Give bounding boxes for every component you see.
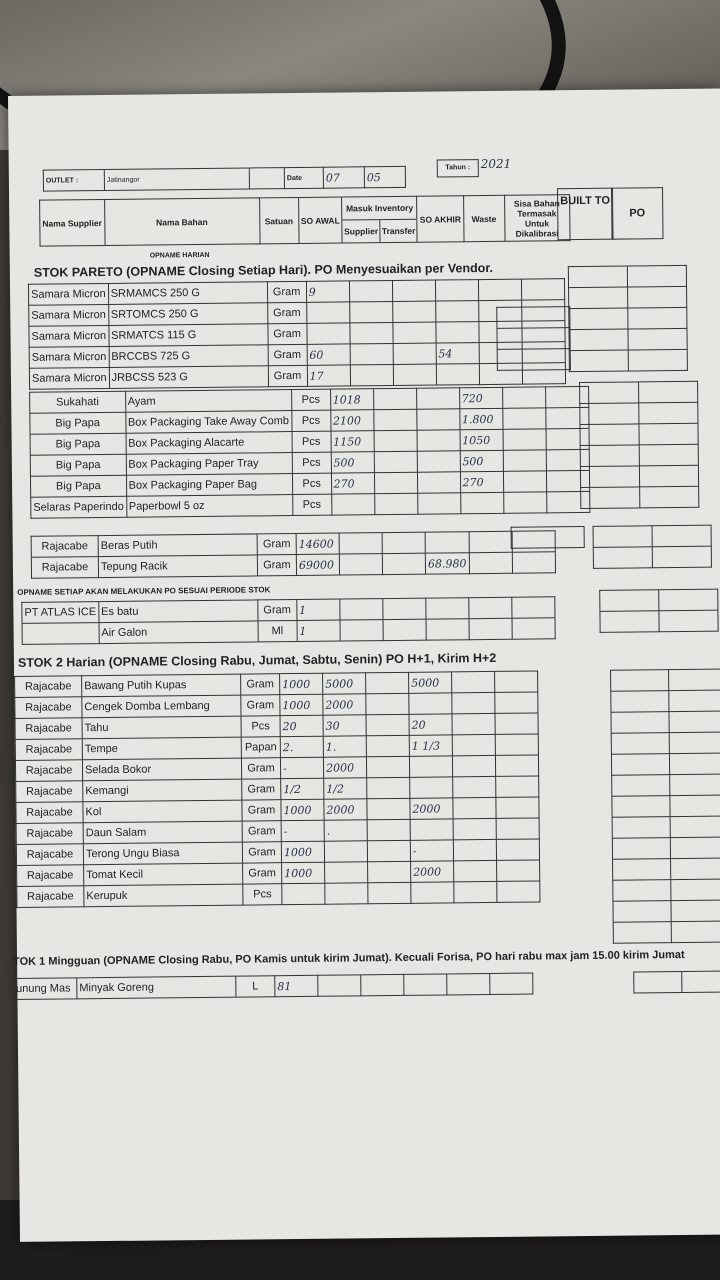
so-awal-cell[interactable]: - [281, 820, 324, 841]
supplier-cell: PT ATLAS ICE [22, 602, 99, 624]
sisa-bahan-cell[interactable] [512, 618, 555, 639]
sisa-bahan-cell[interactable] [490, 973, 533, 994]
masuk-transfer-cell[interactable] [417, 493, 460, 514]
masuk-transfer-cell[interactable] [366, 756, 409, 777]
unit-cell: Pcs [292, 473, 331, 494]
waste-cell[interactable] [447, 974, 490, 995]
so-awal-cell[interactable]: 20 [280, 715, 323, 736]
so-akhir-cell[interactable]: 720 [459, 387, 502, 408]
col-waste: Waste [463, 195, 504, 241]
so-awal-cell[interactable]: 2100 [330, 410, 373, 431]
col-po: PO [611, 187, 664, 240]
so-awal-cell[interactable]: 1150 [331, 431, 374, 452]
item-name-cell: Beras Putih [98, 534, 257, 557]
so-akhir-cell[interactable]: 68.980 [425, 553, 469, 574]
masuk-transfer-cell[interactable] [366, 735, 409, 756]
masuk-transfer-cell[interactable] [392, 301, 435, 322]
sisa-bahan-cell[interactable] [521, 279, 564, 300]
masuk-transfer-cell[interactable] [366, 714, 409, 735]
item-name-cell: Box Packaging Alacarte [126, 432, 292, 455]
waste-cell[interactable] [452, 671, 495, 692]
masuk-supplier-cell[interactable] [340, 620, 383, 641]
item-name-cell: Ayam [125, 390, 291, 413]
masuk-supplier-cell[interactable] [373, 409, 416, 430]
unit-cell: Gram [268, 365, 307, 386]
supplier-cell: Selaras Paperindo [31, 496, 127, 518]
so-akhir-cell[interactable] [410, 819, 453, 840]
supplier-cell: Big Papa [30, 412, 126, 434]
table-row [31, 491, 590, 518]
item-name-cell: Tahu [82, 716, 241, 739]
table-row [10, 973, 533, 999]
so-awal-cell[interactable]: 1 [297, 620, 340, 641]
waste-cell[interactable] [503, 429, 546, 450]
so-akhir-cell[interactable] [404, 974, 447, 995]
unit-cell: Pcs [291, 389, 330, 410]
so-awal-cell[interactable] [306, 323, 349, 344]
so-akhir-cell[interactable]: 5000 [409, 672, 452, 693]
masuk-transfer-cell[interactable] [393, 343, 436, 364]
tahun-label: Tahun : [437, 159, 479, 177]
so-awal-cell[interactable]: 1000 [280, 673, 323, 694]
masuk-transfer-cell[interactable] [393, 364, 436, 385]
masuk-supplier-cell[interactable] [349, 280, 392, 301]
date-label: Date [284, 167, 323, 188]
so-awal-cell[interactable]: 1000 [281, 841, 324, 862]
waste-cell[interactable] [453, 797, 496, 818]
item-name-cell: Es batu [99, 600, 258, 623]
waste-cell[interactable] [469, 552, 512, 573]
sisa-bahan-cell[interactable] [512, 552, 555, 573]
masuk-transfer-cell[interactable] [367, 819, 410, 840]
item-name-cell: Bawang Putih Kupas [82, 674, 241, 697]
unit-cell: Gram [257, 555, 296, 576]
item-name-cell: SRTOMCS 250 G [108, 303, 267, 326]
sisa-bahan-cell[interactable] [495, 713, 538, 734]
waste-cell[interactable] [502, 387, 545, 408]
po-box-a [568, 265, 688, 372]
unit-cell: Ml [258, 621, 297, 642]
masuk-supplier-cell[interactable] [325, 862, 368, 883]
masuk-supplier-cell[interactable] [374, 451, 417, 472]
masuk-transfer-cell[interactable] [366, 693, 409, 714]
sisa-bahan-cell[interactable] [512, 597, 555, 618]
outlet-label: OUTLET : [43, 169, 104, 191]
item-name-cell: Air Galon [99, 621, 258, 644]
item-name-cell: Daun Salam [83, 821, 242, 844]
unit-cell: Pcs [291, 410, 330, 431]
so-awal-cell[interactable] [282, 883, 325, 904]
po-box-b [579, 381, 699, 509]
col-nama-supplier: Nama Supplier [40, 199, 105, 246]
so-awal-cell[interactable]: 14600 [296, 533, 339, 554]
sisa-bahan-cell[interactable] [496, 839, 539, 860]
supplier-cell: Rajacabe [15, 676, 82, 698]
item-name-cell: Box Packaging Paper Bag [126, 474, 292, 497]
opname-harian-label: OPNAME HARIAN [149, 251, 210, 260]
unit-cell: Gram [241, 674, 280, 695]
waste-cell[interactable] [452, 713, 495, 734]
so-awal-cell[interactable]: 1000 [280, 694, 323, 715]
column-header [39, 194, 570, 247]
masuk-transfer-cell[interactable] [367, 798, 410, 819]
item-name-cell: Tepung Racik [98, 555, 257, 578]
so-awal-cell[interactable]: 2. [280, 736, 323, 757]
supplier-cell: Big Papa [30, 475, 126, 497]
outlet-value[interactable]: Jatinangor [104, 168, 249, 191]
sisa-bahan-cell[interactable] [496, 797, 539, 818]
po-notice: OPNAME SETIAP AKAN MELAKUKAN PO SESUAI PERIODE STOK [17, 585, 271, 597]
so-akhir-cell[interactable] [409, 756, 452, 777]
so-awal-cell[interactable]: 81 [275, 975, 318, 996]
po-box-d [599, 589, 718, 633]
table-pareto-a [28, 278, 566, 390]
unit-cell: Gram [257, 534, 296, 555]
sisa-bahan-cell[interactable] [496, 818, 539, 839]
opname-sheet [8, 89, 720, 1242]
table-row [22, 618, 555, 645]
item-name-cell: Kerupuk [84, 884, 243, 907]
supplier-cell: Big Papa [30, 433, 126, 455]
so-akhir-cell[interactable]: 2000 [411, 861, 454, 882]
masuk-transfer-cell[interactable] [417, 472, 460, 493]
so-akhir-cell[interactable] [410, 777, 453, 798]
waste-cell[interactable] [469, 597, 512, 618]
masuk-transfer-cell[interactable] [416, 388, 459, 409]
masuk-supplier-cell[interactable] [374, 430, 417, 451]
so-akhir-cell[interactable] [435, 301, 478, 322]
item-name-cell: Minyak Goreng [77, 976, 236, 999]
unit-cell: Gram [258, 600, 297, 621]
sisa-bahan-cell[interactable] [495, 692, 538, 713]
unit-cell: Gram [242, 800, 281, 821]
so-akhir-cell[interactable] [436, 364, 479, 385]
unit-cell: Papan [241, 737, 280, 758]
supplier-cell: Rajacabe [15, 760, 82, 782]
item-name-cell: Tomat Kecil [84, 863, 243, 886]
so-awal-cell[interactable]: 69000 [296, 554, 339, 575]
masuk-transfer-cell[interactable] [382, 553, 425, 574]
so-akhir-cell[interactable]: 20 [409, 714, 452, 735]
supplier-cell: Samara Micron [29, 346, 109, 368]
unit-cell: Gram [243, 863, 282, 884]
waste-cell[interactable] [469, 531, 512, 552]
table-row [31, 552, 555, 578]
table-pareto-b [29, 386, 590, 519]
supplier-cell: Big Papa [30, 454, 126, 476]
col-satuan: Satuan [259, 197, 298, 243]
masuk-supplier-cell[interactable] [374, 472, 417, 493]
so-awal-cell[interactable]: 1000 [281, 799, 324, 820]
so-akhir-cell[interactable] [409, 693, 452, 714]
col-so-awal: SO AWAL [298, 197, 342, 243]
item-name-cell: SRMAMCS 250 G [108, 282, 267, 305]
masuk-supplier-cell[interactable] [350, 364, 393, 385]
waste-cell[interactable] [503, 471, 546, 492]
supplier-cell: Samara Micron [29, 304, 109, 326]
po-box-e [610, 669, 720, 944]
masuk-transfer-cell[interactable] [366, 672, 409, 693]
item-name-cell: Cengek Domba Lembang [82, 695, 241, 718]
table-row [29, 363, 565, 390]
so-awal-cell[interactable] [331, 494, 374, 515]
masuk-supplier-cell[interactable] [349, 322, 392, 343]
masuk-supplier-cell[interactable]: 2000 [323, 694, 366, 715]
supplier-cell: Rajacabe [17, 865, 84, 887]
masuk-transfer-cell[interactable] [383, 619, 426, 640]
date-day[interactable]: 07 [323, 167, 364, 188]
section-mingguan: TOK 1 Mingguan (OPNAME Closing Rabu, PO Kamis untuk kirim Jumat). Kecuali Forisa, PO hari rabu max jam 15.00 kirim Jumat [13, 948, 685, 968]
masuk-transfer-cell[interactable] [416, 409, 459, 430]
supplier-cell: Rajacabe [16, 802, 83, 824]
section-pareto: STOK PARETO (OPNAME Closing Setiap Hari). PO Menyesuaikan per Vendor. [33, 260, 494, 280]
masuk-supplier-cell[interactable] [349, 301, 392, 322]
so-akhir-cell[interactable]: 2000 [410, 798, 453, 819]
item-name-cell: Terong Ungu Biasa [83, 842, 242, 865]
tahun-value[interactable]: 2021 [480, 156, 512, 172]
waste-cell[interactable] [453, 776, 496, 797]
item-name-cell: Selada Bokor [82, 758, 241, 781]
section-dua-harian: STOK 2 Harian (OPNAME Closing Rabu, Jumat, Sabtu, Senin) PO H+1, Kirim H+2 [17, 650, 497, 670]
so-akhir-cell[interactable] [435, 280, 478, 301]
masuk-transfer-cell[interactable] [367, 777, 410, 798]
masuk-transfer-cell[interactable] [368, 882, 411, 903]
col-sisa-bahan: Sisa Bahan Termasak Untuk Dikalibrasi [504, 195, 569, 242]
so-akhir-cell[interactable] [425, 532, 469, 553]
so-awal-cell[interactable]: 1000 [282, 862, 325, 883]
so-akhir-cell[interactable]: 1.800 [459, 408, 502, 429]
supplier-cell: Rajacabe [31, 557, 98, 579]
sisa-bahan-cell[interactable] [497, 881, 540, 902]
supplier-cell: unung Mas [10, 978, 77, 1000]
so-akhir-cell[interactable]: - [410, 840, 453, 861]
date-month[interactable]: 05 [364, 166, 405, 187]
masuk-supplier-cell[interactable]: 1/2 [324, 778, 367, 799]
built-box-a [496, 306, 571, 371]
unit-cell: Gram [241, 695, 280, 716]
col-nama-bahan: Nama Bahan [104, 198, 259, 246]
col-transfer: Transfer [381, 225, 416, 237]
masuk-transfer-cell[interactable] [417, 451, 460, 472]
masuk-transfer-cell[interactable] [417, 430, 460, 451]
unit-cell: Gram [267, 302, 306, 323]
so-akhir-cell[interactable] [460, 492, 503, 513]
unit-cell: Gram [267, 323, 306, 344]
so-awal-cell[interactable]: 270 [331, 473, 374, 494]
so-awal-cell[interactable]: 1018 [330, 389, 373, 410]
supplier-cell: Rajacabe [16, 823, 83, 845]
table-ice [21, 596, 555, 645]
masuk-transfer-cell[interactable] [367, 840, 410, 861]
masuk-supplier-cell[interactable]: 30 [323, 715, 366, 736]
unit-cell: Pcs [292, 452, 331, 473]
unit-cell: Gram [267, 281, 306, 302]
supplier-cell: Rajacabe [16, 781, 83, 803]
item-name-cell: Kemangi [83, 779, 242, 802]
supplier-cell: Rajacabe [15, 697, 82, 719]
waste-cell[interactable] [454, 860, 497, 881]
sisa-bahan-cell[interactable] [495, 671, 538, 692]
supplier-cell: Rajacabe [15, 718, 82, 740]
so-akhir-cell[interactable] [435, 322, 478, 343]
so-awal-cell[interactable]: 500 [331, 452, 374, 473]
unit-cell: L [236, 976, 275, 997]
masuk-supplier-cell[interactable] [340, 599, 383, 620]
so-awal-cell[interactable]: 1/2 [281, 778, 324, 799]
masuk-supplier-cell[interactable]: 5000 [323, 673, 366, 694]
masuk-supplier-cell[interactable] [374, 493, 417, 514]
built-box-c [511, 526, 585, 549]
waste-cell[interactable] [502, 408, 545, 429]
masuk-transfer-cell[interactable] [368, 861, 411, 882]
masuk-transfer-cell[interactable] [392, 322, 435, 343]
waste-cell[interactable] [452, 755, 495, 776]
masuk-supplier-cell[interactable]: 2000 [324, 799, 367, 820]
waste-cell[interactable] [478, 279, 521, 300]
unit-cell: Gram [242, 779, 281, 800]
so-akhir-cell[interactable]: 54 [436, 343, 479, 364]
item-name-cell: Kol [83, 800, 242, 823]
item-name-cell: BRCCBS 725 G [109, 345, 268, 368]
so-akhir-cell[interactable] [411, 882, 454, 903]
waste-cell[interactable] [453, 818, 496, 839]
unit-cell: Gram [242, 821, 281, 842]
masuk-transfer-cell[interactable] [361, 974, 404, 995]
item-name-cell: Tempe [82, 737, 241, 760]
unit-cell: Pcs [241, 716, 280, 737]
item-name-cell: SRMATCS 115 G [108, 324, 267, 347]
masuk-supplier-cell[interactable]: . [324, 820, 367, 841]
waste-cell[interactable] [503, 450, 546, 471]
supplier-cell: Rajacabe [17, 886, 84, 908]
item-name-cell: Box Packaging Take Away Comb [125, 411, 291, 434]
masuk-transfer-cell[interactable] [383, 598, 426, 619]
col-supplier: Supplier [343, 220, 381, 242]
waste-cell[interactable] [469, 618, 512, 639]
col-masuk-inventory: Masuk Inventory [343, 197, 417, 221]
so-akhir-cell[interactable]: 500 [460, 450, 503, 471]
table-mingguan [9, 973, 533, 1000]
waste-cell[interactable] [503, 492, 546, 513]
sisa-bahan-cell[interactable] [497, 860, 540, 881]
masuk-supplier-cell[interactable]: 1. [323, 736, 366, 757]
waste-cell[interactable] [452, 734, 495, 755]
unit-cell: Pcs [243, 884, 282, 905]
so-akhir-cell[interactable]: 1050 [460, 429, 503, 450]
masuk-supplier-cell[interactable] [339, 554, 382, 575]
so-akhir-cell[interactable]: 270 [460, 471, 503, 492]
sisa-bahan-cell[interactable] [496, 776, 539, 797]
supplier-cell: Samara Micron [29, 325, 109, 347]
so-akhir-cell[interactable]: 1 1/3 [409, 735, 452, 756]
unit-cell: Gram [241, 758, 280, 779]
masuk-supplier-cell[interactable] [324, 841, 367, 862]
waste-cell[interactable] [453, 839, 496, 860]
so-awal-cell[interactable]: 17 [307, 365, 350, 386]
masuk-supplier-cell[interactable]: 2000 [323, 757, 366, 778]
so-awal-cell[interactable]: - [280, 757, 323, 778]
masuk-supplier-cell[interactable] [318, 975, 361, 996]
table-pareto-c [31, 530, 556, 578]
so-awal-cell[interactable]: 60 [307, 344, 350, 365]
outlet-header [43, 166, 406, 192]
so-akhir-cell[interactable] [426, 598, 469, 619]
col-so-akhir: SO AKHIR [417, 196, 464, 242]
supplier-cell: Rajacabe [16, 844, 83, 866]
so-akhir-cell[interactable] [426, 619, 469, 640]
supplier-cell: Rajacabe [31, 536, 98, 558]
unit-cell: Pcs [292, 431, 331, 452]
masuk-transfer-cell[interactable] [392, 280, 435, 301]
sisa-bahan-cell[interactable] [495, 755, 538, 776]
unit-cell: Gram [242, 842, 281, 863]
waste-cell[interactable] [452, 692, 495, 713]
unit-cell: Gram [268, 344, 307, 365]
supplier-cell: Samara Micron [28, 283, 108, 305]
supplier-cell: Sukahati [30, 391, 126, 413]
so-awal-cell[interactable]: 1 [297, 599, 340, 620]
unit-cell: Pcs [292, 494, 331, 515]
waste-cell[interactable] [454, 881, 497, 902]
so-awal-cell[interactable] [306, 302, 349, 323]
po-box-c [593, 525, 712, 569]
masuk-supplier-cell[interactable] [325, 883, 368, 904]
supplier-cell [22, 623, 99, 645]
masuk-supplier-cell[interactable] [373, 388, 416, 409]
supplier-cell: Samara Micron [29, 367, 109, 389]
po-box-f [633, 970, 720, 993]
so-awal-cell[interactable]: 9 [306, 281, 349, 302]
item-name-cell: JRBCSS 523 G [109, 366, 268, 389]
masuk-transfer-cell[interactable] [382, 532, 425, 553]
masuk-supplier-cell[interactable] [350, 343, 393, 364]
supplier-cell: Rajacabe [15, 739, 82, 761]
table-row [17, 881, 540, 907]
masuk-supplier-cell[interactable] [339, 533, 382, 554]
sisa-bahan-cell[interactable] [495, 734, 538, 755]
col-built-to: BUILT TO [557, 188, 614, 241]
item-name-cell: Box Packaging Paper Tray [126, 453, 292, 476]
table-dua-harian [14, 670, 540, 907]
item-name-cell: Paperbowl 5 oz [126, 495, 292, 518]
